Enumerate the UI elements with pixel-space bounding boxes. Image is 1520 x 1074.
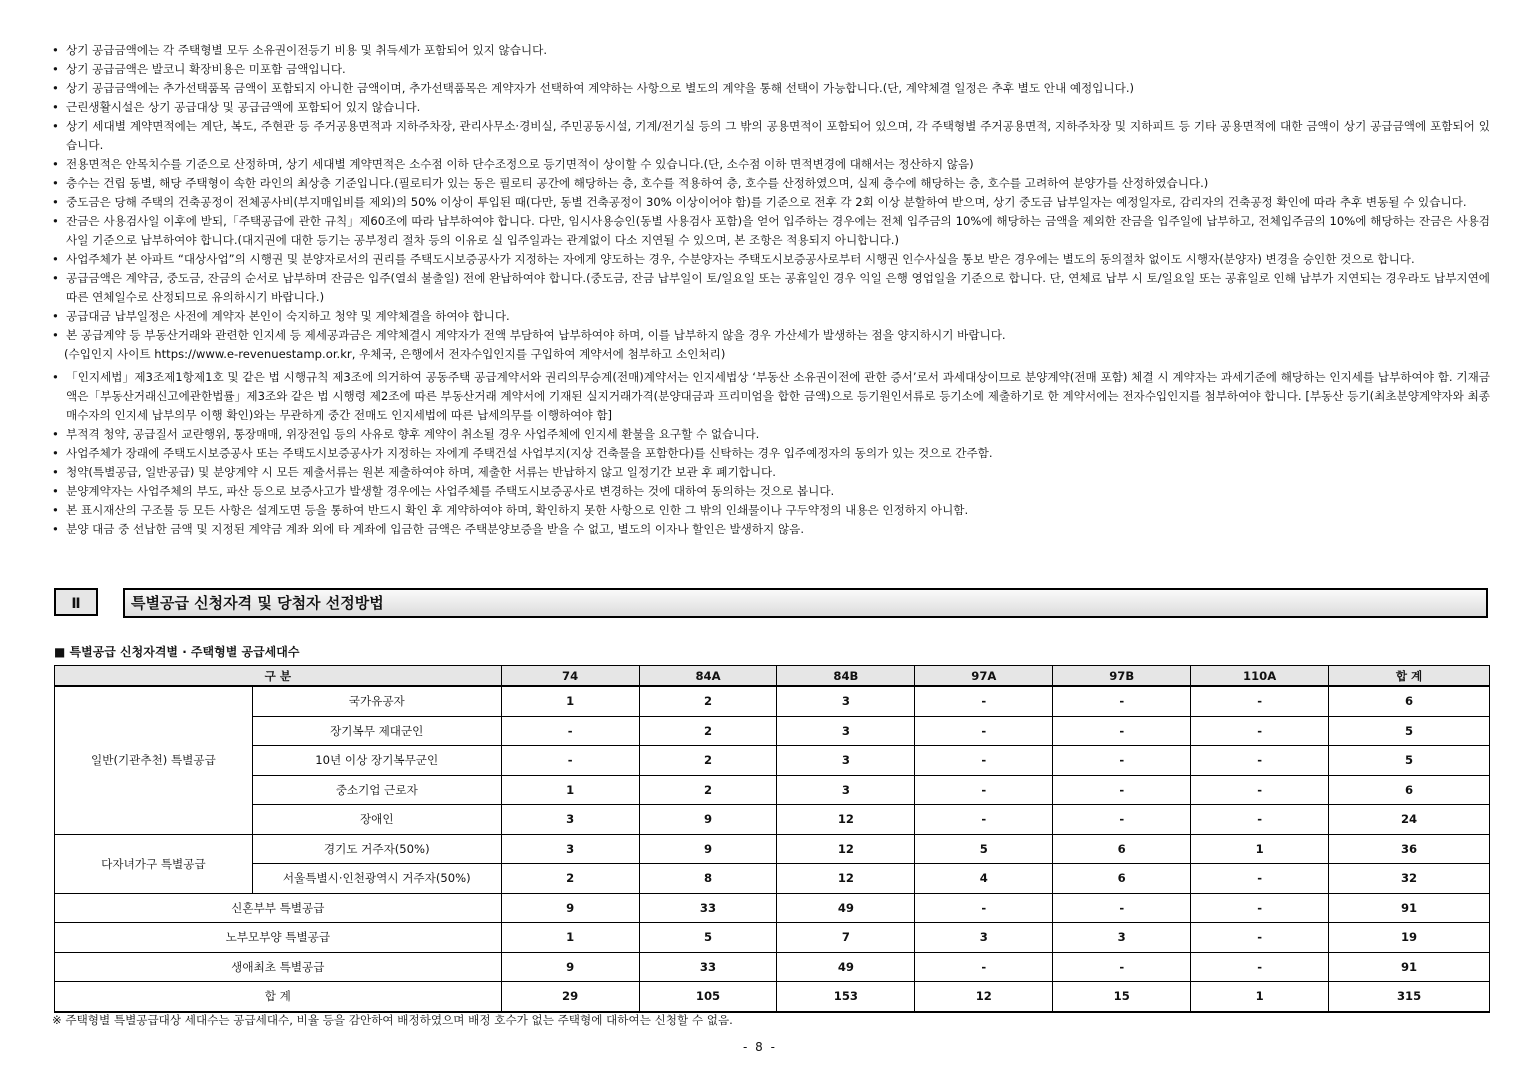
- header-total: 합 계: [1329, 666, 1490, 687]
- cell-value: 33: [639, 893, 777, 923]
- bullet-item: • 공급금액은 계약금, 중도금, 잔금의 순서로 납부하며 잔금은 입주(열쇠 불출일) 전에 완납하여야 합니다.(중도금, 잔금 납부일이 토/일요일 또는 공휴일인 경우 익일 은행 영업일을 기준으로 합니다. 단, 연체료 납부 시 토/일요일 또는 공휴일로 인해 납부가 지연되는 경우라도 납부지연에 따른 연체일수로 산정되므로 유의하시기 바랍니다.): [52, 269, 1490, 307]
- cell-value: 3: [915, 923, 1053, 953]
- cell-value: 153: [777, 982, 915, 1012]
- table-header-row: [55, 666, 1490, 687]
- cell-value: 9: [639, 805, 777, 835]
- cell-value: -: [915, 952, 1053, 982]
- table-row: [55, 716, 1490, 746]
- cell-total: 6: [1329, 775, 1490, 805]
- cell-value: 105: [639, 982, 777, 1012]
- cell-total: 5: [1329, 716, 1490, 746]
- cell-value: 3: [777, 746, 915, 776]
- table-row: [55, 775, 1490, 805]
- cell-value: -: [501, 716, 639, 746]
- cell-value: 3: [1053, 923, 1191, 953]
- row-label: 서울특별시·인천광역시 거주자(50%): [252, 864, 501, 894]
- header-type: 84A: [639, 666, 777, 687]
- cell-value: 12: [915, 982, 1053, 1012]
- cell-value: -: [1191, 923, 1329, 953]
- cell-value: 9: [501, 893, 639, 923]
- bullet-item: • 잔금은 사용검사일 이후에 받되,「주택공급에 관한 규칙」제60조에 따라 납부하여야 합니다. 다만, 임시사용승인(동별 사용검사 포함)을 얻어 입주하는 경우에는 전체 입주금의 10%에 해당하는 금액을 제외한 잔금을 입주일에 납부하고, 전체입주금의 10%에 해당하는 잔금은 사용검사일 기준으로 납부하여야 합니다.(대지권에 대한 등기는 공부정리 절차 등의 이유로 실 입주일과는 관계없이 다소 지연될 수 있으며, 본 조항은 적용되지 아니합니다.): [52, 212, 1490, 250]
- page-number: - 8 -: [743, 1040, 777, 1054]
- cell-total: 5: [1329, 746, 1490, 776]
- bullet-item: • 사업주체가 장래에 주택도시보증공사 또는 주택도시보증공사가 지정하는 자에게 주택건설 사업부지(지상 건축물을 포함한다)를 신탁하는 경우 입주예정자의 동의가 있는 것으로 간주함.: [52, 444, 1490, 463]
- bullet-item: • 상기 공급금액은 발코니 확장비용은 미포함 금액입니다.: [52, 60, 1490, 79]
- table-row: [55, 686, 1490, 716]
- cell-value: 1: [501, 923, 639, 953]
- notice-bullet-list: [52, 41, 1490, 539]
- cell-value: 3: [777, 716, 915, 746]
- cell-value: 2: [639, 716, 777, 746]
- header-type: 84B: [777, 666, 915, 687]
- cell-value: -: [1191, 952, 1329, 982]
- bullet-item: • 상기 공급금액에는 추가선택품목 금액이 포함되지 아니한 금액이며, 추가선택품목은 계약자가 선택하여 계약하는 사항으로 별도의 계약을 통해 선택이 가능합니다.(단, 계약체결 일정은 추후 별도 안내 예정입니다.): [52, 79, 1490, 98]
- bullet-item: • 층수는 건립 동별, 해당 주택형이 속한 라인의 최상층 기준입니다.(필로티가 있는 동은 필로티 공간에 해당하는 층, 호수를 적용하여 층, 호수를 산정하였으며, 실제 층수에 해당하는 층, 호수를 고려하여 분양가를 산정하였습니다.): [52, 174, 1490, 193]
- bullet-item: • 상기 세대별 계약면적에는 계단, 복도, 주현관 등 주거공용면적과 지하주차장, 관리사무소·경비실, 주민공동시설, 기계/전기실 등의 그 밖의 공용면적이 포함되어 있으며, 각 주택형별 주거공용면적, 지하주차장 및 지하피트 등 기타 공용면적에 대한 금액이 상기 공급금액에 포함되어 있습니다.: [52, 117, 1490, 155]
- cell-value: 1: [1191, 834, 1329, 864]
- cell-value: 1: [501, 775, 639, 805]
- cell-value: -: [1053, 746, 1191, 776]
- header-type: 74: [501, 666, 639, 687]
- table-footnote: ※ 주택형별 특별공급대상 세대수는 공급세대수, 비율 등을 감안하여 배정하였으며 배정 호수가 없는 주택형에 대하여는 신청할 수 없음.: [52, 1013, 733, 1027]
- cell-value: 9: [501, 952, 639, 982]
- cell-value: 33: [639, 952, 777, 982]
- cell-value: 29: [501, 982, 639, 1012]
- row-label: 생애최초 특별공급: [55, 952, 502, 982]
- row-label: 국가유공자: [252, 686, 501, 716]
- cell-value: 2: [639, 686, 777, 716]
- cell-value: -: [1053, 952, 1191, 982]
- row-label: 10년 이상 장기복무군인: [252, 746, 501, 776]
- bullet-item: • 근린생활시설은 상기 공급대상 및 공급금액에 포함되어 있지 않습니다.: [52, 98, 1490, 117]
- section-number: Ⅱ: [54, 588, 98, 616]
- bullet-item: • 사업주체가 본 아파트 “대상사업”의 시행권 및 분양자로서의 권리를 주택도시보증공사가 지정하는 자에게 양도하는 경우, 수분양자는 주택도시보증공사로부터 시행권 인수사실을 통보 받은 경우에는 별도의 동의절차 없이도 시행자(분양자) 변경을 승인한 것으로 합니다.: [52, 250, 1490, 269]
- bullet-item: • 전용면적은 안목치수를 기준으로 산정하며, 상기 세대별 계약면적은 소수점 이하 단수조정으로 등기면적이 상이할 수 있습니다.(단, 소수점 이하 면적변경에 대해서는 정산하지 않음): [52, 155, 1490, 174]
- cell-value: 7: [777, 923, 915, 953]
- cell-value: 3: [501, 805, 639, 835]
- cell-value: -: [1191, 746, 1329, 776]
- table-row: [55, 746, 1490, 776]
- cell-value: -: [1191, 805, 1329, 835]
- cell-value: 1: [1191, 982, 1329, 1012]
- bullet-item: • 「인지세법」제3조제1항제1호 및 같은 법 시행규칙 제3조에 의거하여 공동주택 공급계약서와 권리의무승계(전매)계약서는 인지세법상 ‘부동산 소유권이전에 관한 증서’로서 과세대상이므로 분양계약(전매 포함) 체결 시 계약자는 과세기준에 해당하는 인지세를 납부하여야 함. 기재금액은「부동산거래신고에관한법률」제3조와 같은 법 시행령 제2조에 따른 부동산거래 계약서에 기재된 실지거래가격(분양대금과 프리미엄을 합한 금액)으로 등기원인서류로 등기소에 제출하기로 한 계약서에는 전자수입인지를 첨부하여야 합니다. [부동산 등기(최초분양계약자와 최종 매수자의 인지세 납부의무 이행 확인)와는 무관하게 중간 전매도 인지세법에 따른 납세의무를 이행하여야 함]: [52, 368, 1490, 425]
- cell-value: -: [1191, 686, 1329, 716]
- table-title: ■ 특별공급 신청자격별 · 주택형별 공급세대수: [54, 645, 300, 659]
- cell-value: -: [915, 746, 1053, 776]
- cell-value: -: [1053, 775, 1191, 805]
- cell-value: -: [1191, 775, 1329, 805]
- row-label: 신혼부부 특별공급: [55, 893, 502, 923]
- cell-value: 49: [777, 952, 915, 982]
- row-label: 장애인: [252, 805, 501, 835]
- cell-value: 3: [777, 686, 915, 716]
- cell-total: 36: [1329, 834, 1490, 864]
- row-label-total: 합 계: [55, 982, 502, 1012]
- cell-value: -: [1191, 864, 1329, 894]
- cell-total: 315: [1329, 982, 1490, 1012]
- table-row: [55, 893, 1490, 923]
- cell-value: 2: [501, 864, 639, 894]
- section-header: [54, 588, 1488, 618]
- cell-value: 1: [501, 686, 639, 716]
- section-title: 특별공급 신청자격 및 당첨자 선정방법: [123, 588, 1488, 618]
- group-label-multichild: 다자녀가구 특별공급: [55, 834, 253, 893]
- table-row: [55, 923, 1490, 953]
- cell-value: 4: [915, 864, 1053, 894]
- bullet-note: (수입인지 사이트 https://www.e-revenuestamp.or.kr, 우체국, 은행에서 전자수입인지를 구입하여 계약서에 첨부하고 소인처리): [64, 347, 726, 361]
- cell-value: -: [915, 893, 1053, 923]
- cell-value: 12: [777, 805, 915, 835]
- cell-total: 6: [1329, 686, 1490, 716]
- cell-total: 91: [1329, 893, 1490, 923]
- cell-value: 8: [639, 864, 777, 894]
- bullet-item: • 공급대금 납부일정은 사전에 계약자 본인이 숙지하고 청약 및 계약체결을 하여야 합니다.: [52, 307, 1490, 326]
- cell-value: -: [915, 716, 1053, 746]
- cell-value: -: [1053, 893, 1191, 923]
- bullet-item: • 청약(특별공급, 일반공급) 및 분양계약 시 모든 제출서류는 원본 제출하여야 하며, 제출한 서류는 반납하지 않고 일정기간 보관 후 폐기합니다.: [52, 463, 1490, 482]
- cell-total: 32: [1329, 864, 1490, 894]
- cell-value: 5: [639, 923, 777, 953]
- cell-value: 9: [639, 834, 777, 864]
- cell-value: 3: [501, 834, 639, 864]
- cell-value: 3: [777, 775, 915, 805]
- row-label: 노부모부양 특별공급: [55, 923, 502, 953]
- table-row: [55, 834, 1490, 864]
- cell-value: 15: [1053, 982, 1191, 1012]
- bullet-item: • 본 표시재산의 구조물 등 모든 사항은 설계도면 등을 통하여 반드시 확인 후 계약하여야 하며, 확인하지 못한 사항으로 인한 그 밖의 인쇄물이나 구두약정의 내용은 인정하지 아니함.: [52, 501, 1490, 520]
- cell-total: 19: [1329, 923, 1490, 953]
- cell-value: 6: [1053, 834, 1191, 864]
- cell-value: 49: [777, 893, 915, 923]
- bullet-item: • 분양계약자는 사업주체의 부도, 파산 등으로 보증사고가 발생할 경우에는 사업주체를 주택도시보증공사로 변경하는 것에 대하여 동의하는 것으로 봅니다.: [52, 482, 1490, 501]
- bullet-item: • 본 공급계약 등 부동산거래와 관련한 인지세 등 제세공과금은 계약체결시 계약자가 전액 부담하여 납부하여야 하며, 이를 납부하지 않을 경우 가산세가 발생하는 점을 양지하시기 바랍니다.: [52, 326, 1490, 345]
- table-row: [55, 952, 1490, 982]
- cell-total: 24: [1329, 805, 1490, 835]
- table-row: [55, 805, 1490, 835]
- cell-value: -: [915, 775, 1053, 805]
- cell-value: -: [915, 686, 1053, 716]
- cell-value: -: [501, 746, 639, 776]
- cell-value: -: [1053, 716, 1191, 746]
- row-label: 장기복무 제대군인: [252, 716, 501, 746]
- cell-total: 91: [1329, 952, 1490, 982]
- table-total-row: [55, 982, 1490, 1012]
- bullet-item: • 상기 공급금액에는 각 주택형별 모두 소유권이전등기 비용 및 취득세가 포함되어 있지 않습니다.: [52, 41, 1490, 60]
- row-label: 중소기업 근로자: [252, 775, 501, 805]
- cell-value: -: [915, 805, 1053, 835]
- cell-value: -: [1191, 893, 1329, 923]
- cell-value: 12: [777, 864, 915, 894]
- cell-value: -: [1053, 686, 1191, 716]
- cell-value: 2: [639, 775, 777, 805]
- supply-table: [54, 665, 1490, 1013]
- header-type: 97B: [1053, 666, 1191, 687]
- bullet-item: • 분양 대금 중 선납한 금액 및 지정된 계약금 계좌 외에 타 계좌에 입금한 금액은 주택분양보증을 받을 수 없고, 별도의 이자나 할인은 발생하지 않음.: [52, 520, 1490, 539]
- cell-value: 2: [639, 746, 777, 776]
- table-row: [55, 864, 1490, 894]
- cell-value: -: [1053, 805, 1191, 835]
- cell-value: 6: [1053, 864, 1191, 894]
- cell-value: 12: [777, 834, 915, 864]
- group-label-general: 일반(기관추천) 특별공급: [55, 686, 253, 834]
- row-label: 경기도 거주자(50%): [252, 834, 501, 864]
- cell-value: 5: [915, 834, 1053, 864]
- cell-value: -: [1191, 716, 1329, 746]
- header-category: 구 분: [55, 666, 502, 687]
- header-type: 97A: [915, 666, 1053, 687]
- bullet-item: • 중도금은 당해 주택의 건축공정이 전체공사비(부지매입비를 제외)의 50% 이상이 투입된 때(다만, 동별 건축공정이 30% 이상이어야 함)를 기준으로 전후 각 2회 이상 분할하여 받으며, 상기 중도금 납부일자는 예정일자로, 감리자의 건축공정 확인에 따라 추후 변동될 수 있습니다.: [52, 193, 1490, 212]
- bullet-item: • 부적격 청약, 공급질서 교란행위, 통장매매, 위장전입 등의 사유로 향후 계약이 취소될 경우 사업주체에 인지세 환불을 요구할 수 없습니다.: [52, 425, 1490, 444]
- header-type: 110A: [1191, 666, 1329, 687]
